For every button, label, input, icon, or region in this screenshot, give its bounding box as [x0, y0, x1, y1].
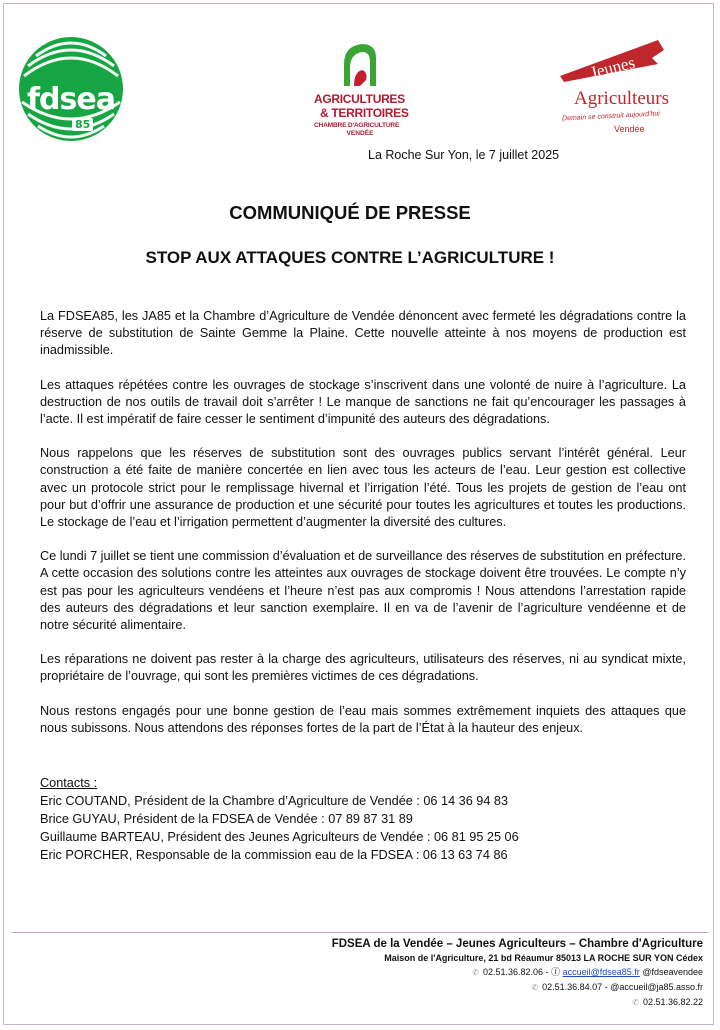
social-icon: ⓕ [551, 967, 561, 977]
contacts-title: Contacts : [40, 776, 98, 790]
footer-fdsea-contact [0, 965, 703, 980]
footer-chambre-contact [0, 995, 703, 1010]
footer [0, 937, 703, 1010]
chambre-name-line1: AGRICULTURES [314, 92, 405, 106]
ja-phone: 02.51.36.84.07 - [542, 982, 608, 992]
ja-tagline: Demain se construit aujourd'hui [561, 110, 660, 123]
fdsea-social-handle: @fdseavendee [642, 967, 703, 977]
jeunes-agriculteurs-logo [554, 36, 682, 136]
phone-icon: ✆ [632, 998, 639, 1007]
press-release-body [40, 308, 686, 754]
chambre-agriculture-logo [310, 40, 410, 140]
ja-name-line2: Agriculteurs [574, 88, 669, 109]
contact-item: Eric COUTAND, Président de la Chambre d’Agriculture de Vendée : 06 14 36 94 83 [40, 794, 509, 808]
document-title: COMMUNIQUÉ DE PRESSE [229, 202, 471, 223]
chambre-emblem-icon [310, 40, 410, 92]
footer-address: Maison de l'Agriculture, 21 bd Réaumur 85013 LA ROCHE SUR YON Cédex [384, 953, 703, 963]
paragraph: Nous restons engagés pour une bonne gestion de l’eau mais sommes extrêmement inquiets des attaques que nous subissons. Nous attendons des réponses fortes de la part de l’État à la hauteur des enjeux. [40, 703, 686, 735]
phone-icon: ✆ [531, 983, 539, 992]
chambre-name-line3: CHAMBRE D'AGRICULTURE [314, 122, 400, 129]
paragraph: La FDSEA85, les JA85 et la Chambre d’Agriculture de Vendée dénoncent avec fermeté les dégradations contre la réserve de substitution de Sainte Gemme la Plaine. Cette nouvelle atteinte à nos moyens de production est inadmissible. [40, 309, 686, 358]
fdsea-logo [18, 36, 124, 142]
ja-email: @accueil@ja85.asso.fr [610, 982, 703, 992]
contact-item: Brice GUYAU, Président de la FDSEA de Vendée : 07 89 87 31 89 [40, 812, 413, 826]
ja-name-line1: Jeunes [588, 52, 637, 83]
footer-divider [12, 932, 708, 933]
date-line: La Roche Sur Yon, le 7 juillet 2025 [368, 148, 560, 162]
fdsea-email-link[interactable]: accueil@fdsea85.fr [562, 967, 640, 977]
contact-item: Guillaume BARTEAU, Président des Jeunes Agriculteurs de Vendée : 06 81 95 25 06 [40, 830, 519, 844]
paragraph: Les réparations ne doivent pas rester à la charge des agriculteurs, utilisateurs des réserves, ni au syndicat mixte, propriétaire de l’ouvrage, qui sont les premières victimes de ces dégradations. [40, 652, 686, 684]
phone-icon: ✆ [472, 968, 479, 977]
document-subtitle: STOP AUX ATTAQUES CONTRE L’AGRICULTURE ! [145, 248, 555, 267]
chambre-phone: 02.51.36.82.22 [642, 997, 703, 1007]
fdsea-phone: 02.51.36.82.06 - [483, 967, 549, 977]
paragraph: Ce lundi 7 juillet se tient une commission d’évaluation et de surveillance des réserves de substitution en préfecture. A cette occasion des solutions contre les atteintes aux ouvrages de stockage doivent être trouvées. Le compte n’y est pas pour les agriculteurs vendéens et l’heure n’est pas aux compromis ! Nous attendons l’arrestation rapide des auteurs des dégradations et leur sanction exemplaire. Il en va de l’avenir de l’agriculture vendéenne et de notre sécurité alimentaire. [40, 549, 687, 633]
footer-ja-contact [0, 980, 703, 995]
chambre-name-line2: & TERRITOIRES [320, 106, 409, 120]
chambre-name-line4: VENDÉE [346, 130, 374, 137]
footer-organisations: FDSEA de la Vendée – Jeunes Agriculteurs – Chambre d'Agriculture [331, 938, 703, 950]
contact-item: Eric PORCHER, Responsable de la commission eau de la FDSEA : 06 13 63 74 86 [40, 848, 508, 862]
ja-department: Vendée [614, 124, 645, 134]
paragraph: Les attaques répétées contre les ouvrages de stockage s’inscrivent dans une volonté de nuire à l’agriculture. La destruction de nos outils de travail doit s’arrêter ! Le manque de sanctions ne fait qu’encourager les passages à l’acte. Il est impératif de faire cesser le sentiment d’impunité des auteurs des dégradations. [40, 377, 686, 427]
contacts-section [40, 774, 686, 864]
fdsea-department-number: 85 [72, 118, 93, 131]
paragraph: Nous rappelons que les réserves de substitution sont des ouvrages publics servant l’intérêt général. Leur construction a été faite de manière concertée en lien avec tous les acteurs de l’eau. Leur gestion est collective avec un protocole strict pour le remplissage hivernal et l’irrigation l’été. Tous les projets de gestion de l’eau ont pour but d’offrir une assurance de production et une sécurité pour toutes les agricultures et toutes les productions. Le stockage de l’eau et l’irrigation permettent d’augmenter la diversité des cultures. [40, 446, 686, 530]
fdsea-wordmark: fdsea [27, 82, 115, 117]
